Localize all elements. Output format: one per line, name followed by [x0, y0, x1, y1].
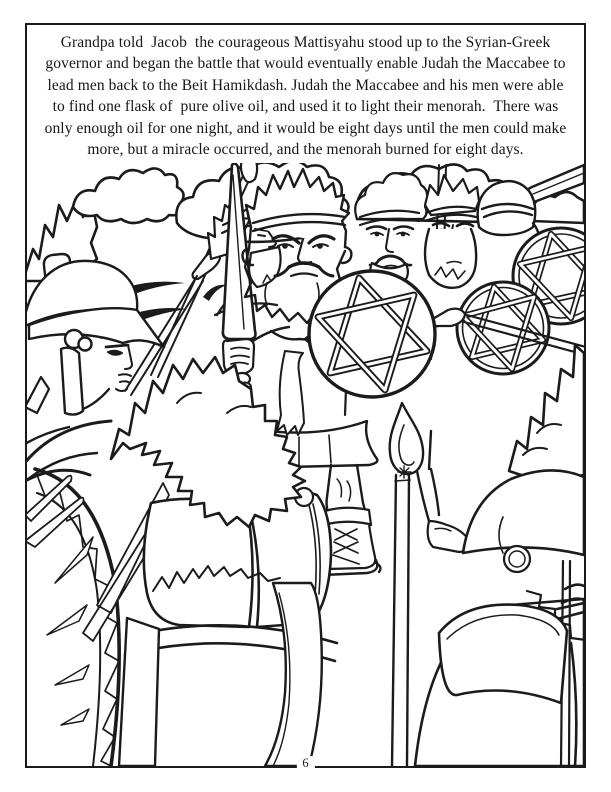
- shoulder-plate: [439, 605, 567, 703]
- coloring-illustration: [27, 163, 584, 766]
- waist-sash: [277, 351, 304, 435]
- star-shield-right: [457, 282, 549, 374]
- warrior-bearded: [425, 175, 479, 288]
- story-line: to find one flask of pure olive oil, and used it to light their menorah. There was: [52, 98, 559, 116]
- armor-strap: [119, 618, 159, 766]
- story-line: more, but a miracle occurred, and the menorah burned for eight days.: [87, 141, 524, 159]
- story-line: governor and began the battle that would eventually enable Judah the Maccabee to: [45, 55, 566, 73]
- flame-icon: [390, 403, 423, 474]
- soldier-face: [106, 345, 132, 391]
- foreground-soldier-right: [415, 345, 584, 766]
- star-shield-main: [309, 271, 435, 397]
- cheek-guard: [61, 348, 83, 415]
- torch: [390, 403, 423, 766]
- story-line: lead men back to the Beit Hamikdash. Judah the Maccabee and his men were able: [47, 76, 564, 94]
- page-frame: [25, 23, 586, 768]
- warrior-silhouette: [478, 181, 540, 245]
- story-line: only enough oil for one night, and it would be eight days until the men could make: [44, 119, 567, 137]
- page-number: 6: [296, 756, 314, 770]
- helmet-plume: [111, 357, 305, 527]
- story-paragraph: [27, 25, 584, 160]
- story-line: Grandpa told Jacob the courageous Mattisyahu stood up to the Syrian-Greek: [60, 34, 551, 51]
- armor-dome: [463, 470, 584, 555]
- illustration-area: [27, 163, 584, 766]
